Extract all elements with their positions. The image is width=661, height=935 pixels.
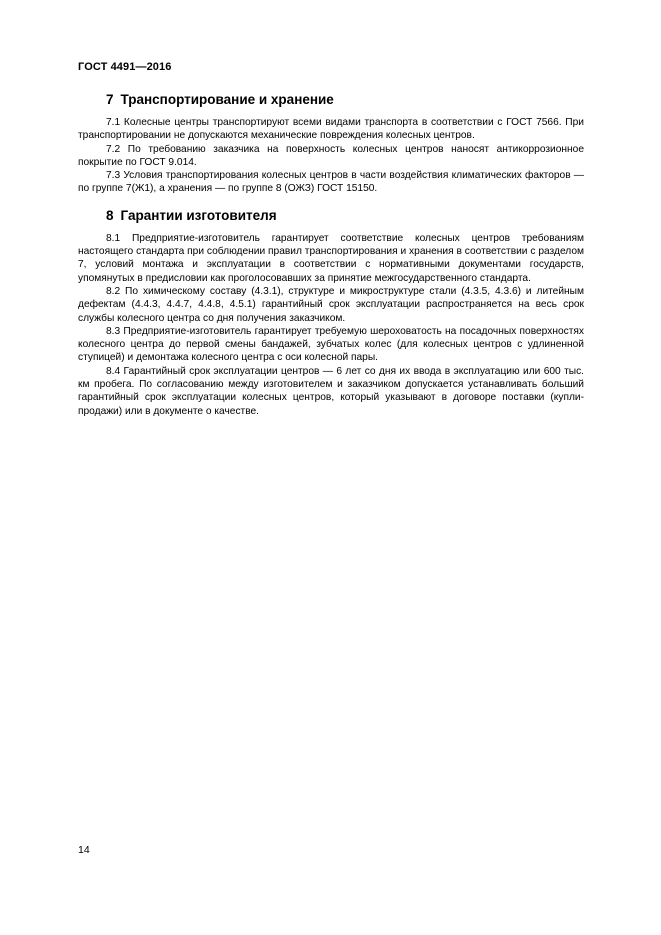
paragraph-8-3: 8.3 Предприятие-изготовитель гарантирует требуемую шероховатость на посадочных поверхностях колесного центра до первой смены бандажей, зубчатых колес (для колесных центров с удлиненной ступицей) и демонтажа колесного центра с оси колесной пары.	[78, 325, 584, 364]
section-7	[78, 92, 584, 196]
paragraph-7-1: 7.1 Колесные центры транспортируют всеми видами транспорта в соответствии с ГОСТ 7566. При транспортировании не допускаются механические повреждения колесных центров.	[78, 117, 584, 142]
section-number: 7	[106, 92, 114, 107]
section-heading	[106, 208, 584, 224]
paragraph-7-2: 7.2 По требованию заказчика на поверхность колесных центров наносят антикоррозионное покрытие по ГОСТ 9.014.	[78, 143, 584, 168]
page-number: 14	[78, 844, 90, 856]
section-8	[78, 208, 584, 418]
section-heading	[106, 92, 584, 108]
document-body	[78, 92, 584, 430]
paragraph-8-4: 8.4 Гарантийный срок эксплуатации центров — 6 лет со дня их ввода в эксплуатацию или 600 тыс. км пробега. По согласованию между изготовителем и заказчиком допускается устанавливать больший гарантийный срок эксплуатации колесных центров, который указывают в договоре поставки (купли-продажи) или в документе о качестве.	[78, 365, 584, 417]
paragraph-7-3: 7.3 Условия транспортирования колесных центров в части воздействия климатических факторов — по группе 7(Ж1), а хранения — по группе 8 (ОЖЗ) ГОСТ 15150.	[78, 170, 584, 195]
section-title-text: Гарантии изготовителя	[120, 207, 277, 223]
paragraph-8-1: 8.1 Предприятие-изготовитель гарантирует соответствие колесных центров требованиям настоящего стандарта при соблюдении правил транспортирования и хранения в соответствии с разделом 7, условий монтажа и эксплуатации в соответствии с нормативными документами государств, упомянутых в предисловии как проголосовавших за принятие межгосударственного стандарта.	[78, 232, 584, 284]
document-header-id: ГОСТ 4491—2016	[78, 61, 172, 73]
paragraph-8-2: 8.2 По химическому составу (4.3.1), структуре и микроструктуре стали (4.3.5, 4.3.6) и литейным дефектам (4.4.3, 4.4.7, 4.4.8, 4.5.1) гарантийный срок эксплуатации распространяется на весь срок службы колесного центра со дня получения заказчиком.	[78, 285, 584, 324]
section-title-text: Транспортирование и хранение	[120, 92, 334, 107]
section-number: 8	[106, 207, 114, 223]
